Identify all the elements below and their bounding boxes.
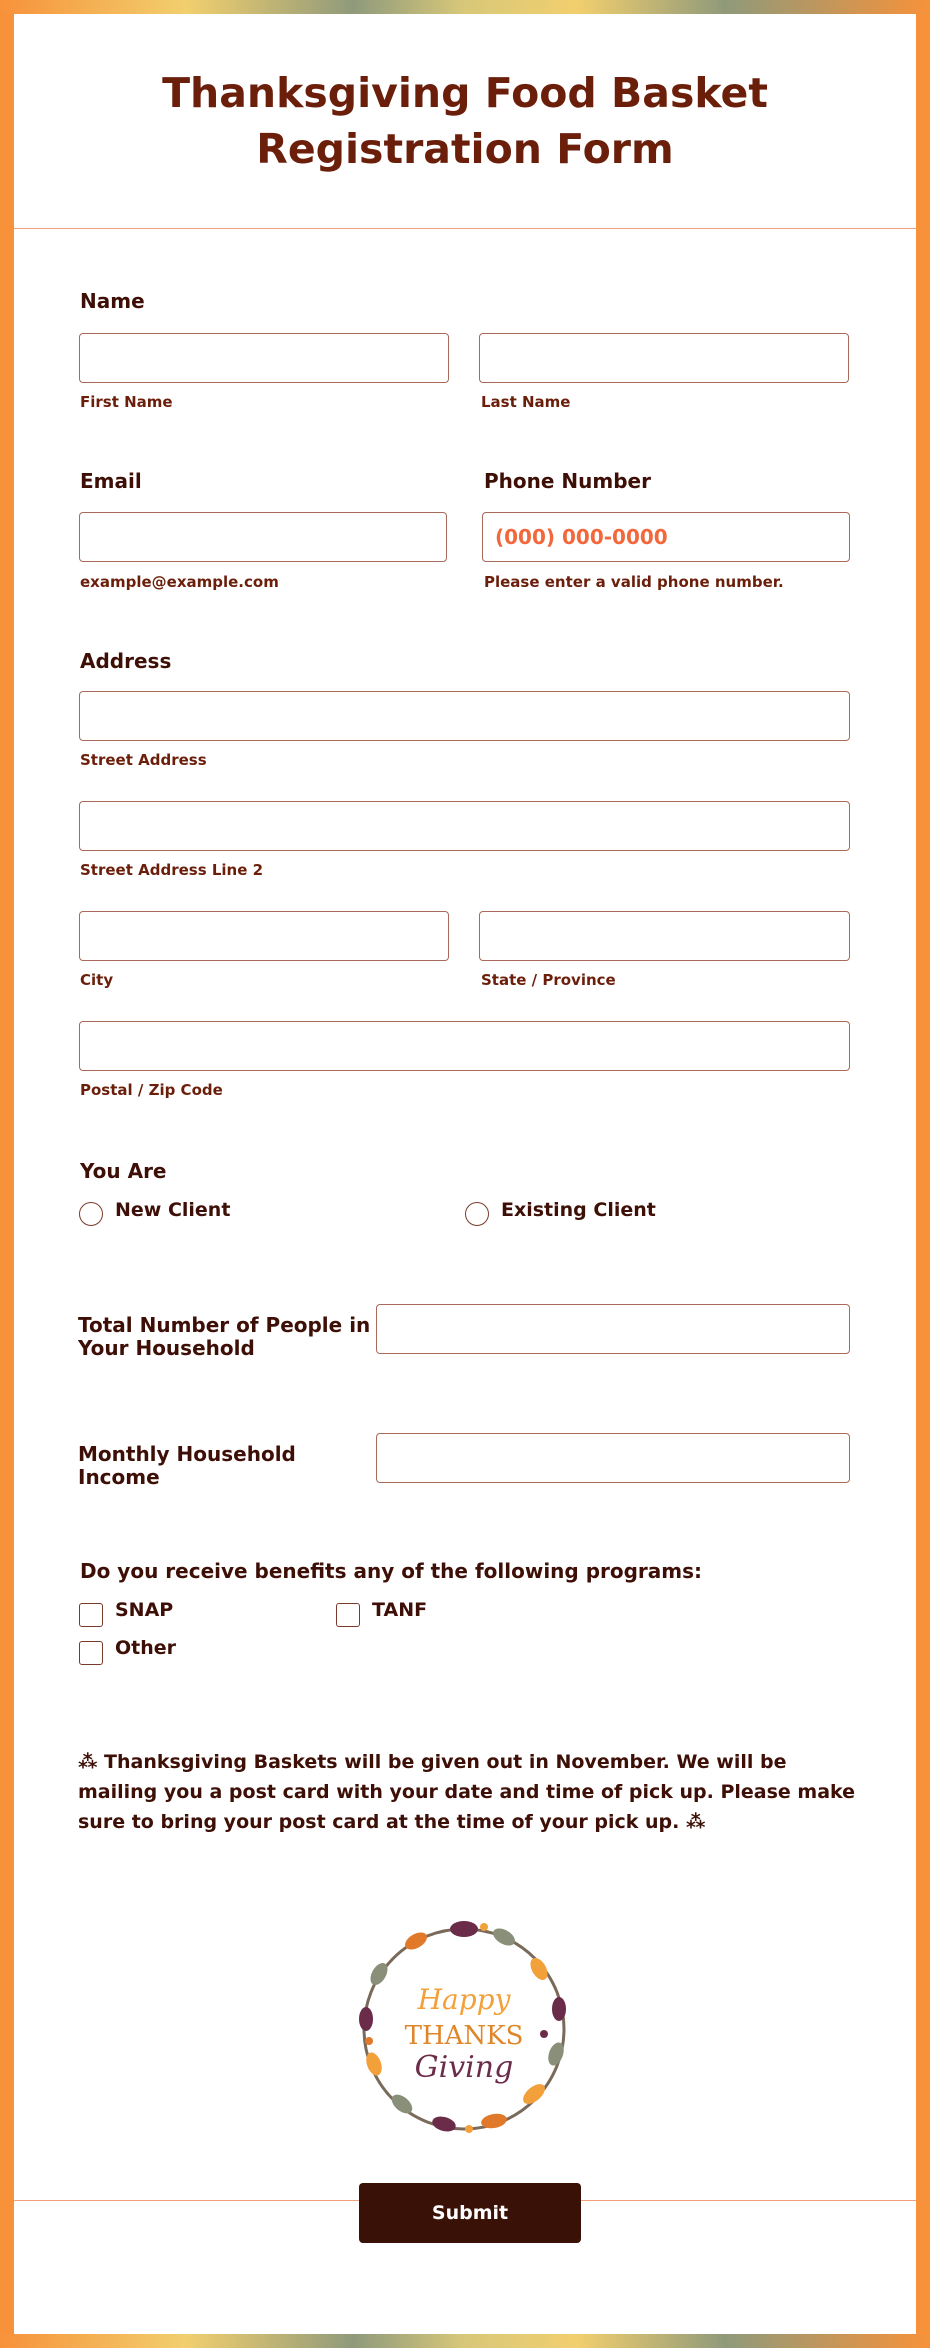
- radio-new-client[interactable]: [79, 1202, 103, 1226]
- benefits-label: Do you receive benefits any of the following programs:: [80, 1559, 703, 1583]
- email-sublabel: example@example.com: [80, 573, 279, 591]
- last-name-sublabel: Last Name: [481, 393, 571, 411]
- form-header: [14, 14, 916, 229]
- radio-existing-client[interactable]: [465, 1202, 489, 1226]
- phone-label: Phone Number: [484, 469, 651, 493]
- street-address2-sublabel: Street Address Line 2: [80, 861, 264, 879]
- checkbox-tanf[interactable]: [336, 1603, 360, 1627]
- submit-button[interactable]: Submit: [359, 2183, 581, 2243]
- street-address-input[interactable]: [79, 691, 850, 741]
- city-sublabel: City: [80, 971, 114, 989]
- checkbox-other[interactable]: [79, 1641, 103, 1665]
- snap-option-label: SNAP: [115, 1599, 174, 1621]
- wreath-text-happy: Happy: [417, 1983, 511, 2016]
- name-label: Name: [80, 289, 145, 313]
- phone-sublabel: Please enter a valid phone number.: [484, 573, 784, 591]
- bottom-decor-stripe: [0, 2334, 930, 2348]
- pickup-note: ⁂ Thanksgiving Baskets will be given out in November. We will be mailing you a post card with your date and time of pick up. Please make sure to bring your post card at the time of your pick up. ⁂: [78, 1751, 856, 1833]
- street-address-sublabel: Street Address: [80, 751, 207, 769]
- income-label-line1: Monthly Household: [78, 1442, 296, 1466]
- checkbox-snap[interactable]: [79, 1603, 103, 1627]
- state-sublabel: State / Province: [481, 971, 616, 989]
- phone-input[interactable]: [482, 512, 850, 562]
- new-client-option-label: New Client: [115, 1199, 231, 1221]
- top-decor-stripe: [0, 0, 930, 14]
- happy-thanksgiving-wreath-image: [344, 1909, 584, 2149]
- household-size-label: [78, 1314, 370, 1360]
- income-input[interactable]: [376, 1433, 850, 1483]
- wreath-text-thanks: THANKS: [404, 2021, 524, 2051]
- phone-placeholder: (000) 000-0000: [495, 525, 668, 549]
- email-input[interactable]: [79, 512, 447, 562]
- income-label-line2: Income: [78, 1465, 160, 1489]
- form-title: Thanksgiving Food Basket Registration Form: [162, 69, 768, 173]
- first-name-input[interactable]: [79, 333, 449, 383]
- last-name-input[interactable]: [479, 333, 849, 383]
- household-size-label-line1: Total Number of People in: [78, 1313, 371, 1337]
- existing-client-option-label: Existing Client: [501, 1199, 656, 1221]
- other-option-label: Other: [115, 1637, 177, 1659]
- household-size-input[interactable]: [376, 1304, 850, 1354]
- state-input[interactable]: [479, 911, 850, 961]
- city-input[interactable]: [79, 911, 449, 961]
- zip-input[interactable]: [79, 1021, 850, 1071]
- household-size-label-line2: Your Household: [78, 1336, 255, 1360]
- tanf-option-label: TANF: [372, 1599, 428, 1621]
- address-label: Address: [80, 649, 172, 673]
- wreath-text-giving: Giving: [414, 2050, 514, 2085]
- street-address2-input[interactable]: [79, 801, 850, 851]
- you-are-label: You Are: [80, 1159, 167, 1183]
- form-card: [14, 14, 916, 2334]
- first-name-sublabel: First Name: [80, 393, 173, 411]
- zip-sublabel: Postal / Zip Code: [80, 1081, 223, 1099]
- email-label: Email: [80, 469, 142, 493]
- income-label: [78, 1443, 296, 1489]
